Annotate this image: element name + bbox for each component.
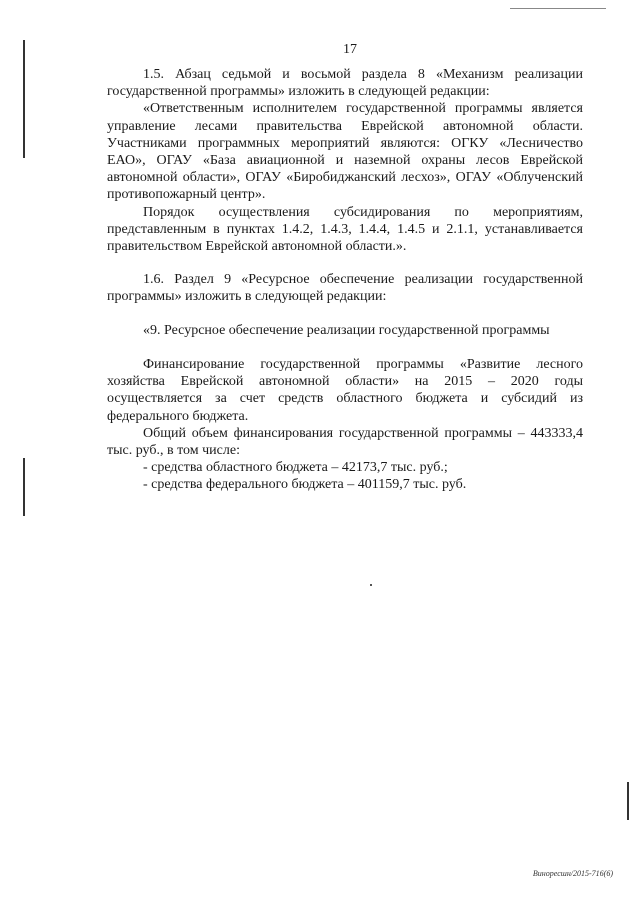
section-9-heading-block bbox=[107, 322, 583, 339]
list-item-federal-budget: - средства федерального бюджета – 401159,7 тыс. руб. bbox=[143, 477, 467, 493]
section-9-heading: «9. Ресурсное обеспечение реализации государственной программы bbox=[143, 323, 550, 338]
paragraph-subsidy-procedure: Порядок осуществления субсидирования по мероприятиям, представленным в пунктах 1.4.2, 1.4.3, 1.4.4, 1.4.5 и 2.1.1, устанавливается правительством Еврейской автономной области.». bbox=[107, 204, 583, 255]
scan-artifact-right-edge bbox=[627, 782, 629, 820]
paragraph-1-5-intro: 1.5. Абзац седьмой и восьмой раздела 8 «Механизм реализации государственной программы» изложить в следующей редакции: bbox=[107, 67, 583, 100]
paragraph-responsible-executor: «Ответственным исполнителем государственной программы является управление лесами правительства Еврейской автономной области. Участниками программных мероприятий являются: ОГКУ «Лесничество ЕАО», ОГАУ «База авиационной и наземной охраны лесов Еврейской автономной области», ОГАУ «Биробиджанский лесхоз», ОГАУ «Облученский противопожарный центр». bbox=[107, 101, 583, 203]
paragraph-1-6-intro: 1.6. Раздел 9 «Ресурсное обеспечение реализации государственной программы» изложить в следующей редакции: bbox=[107, 272, 583, 305]
paragraph-total-volume: Общий объем финансирования государственной программы – 443333,4 тыс. руб., в том числе: bbox=[107, 425, 583, 459]
scan-artifact-left-edge-lower bbox=[23, 458, 25, 516]
section-9-body bbox=[107, 356, 583, 494]
document-footer-code: Виноресшн/2015-716(6) bbox=[532, 869, 613, 878]
paragraph-financing: Финансирование государственной программы «Развитие лесного хозяйства Еврейской автономной области» на 2015 – 2020 годы осуществляется за счет средств областного бюджета и субсидий из федерального бюджета. bbox=[107, 357, 583, 424]
page-number: 17 bbox=[343, 42, 357, 57]
section-1-5 bbox=[107, 66, 583, 255]
scan-artifact-top-right bbox=[510, 8, 606, 9]
section-1-6 bbox=[107, 271, 583, 305]
list-item-regional-budget: - средства областного бюджета – 42173,7 тыс. руб.; bbox=[143, 460, 448, 476]
scan-artifact-dot bbox=[370, 584, 372, 586]
